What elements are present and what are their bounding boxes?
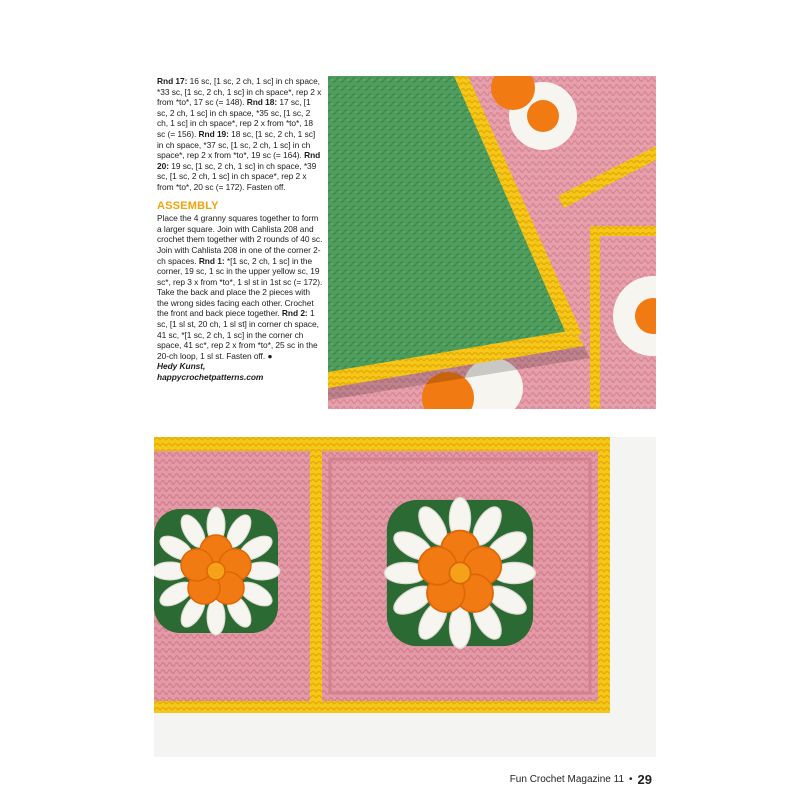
rnd17-label: Rnd 17: — [157, 76, 188, 86]
granny-squares-photo — [154, 437, 656, 757]
rounds-paragraph — [157, 76, 323, 193]
assembly-paragraph — [157, 213, 323, 361]
end-mark: ● — [267, 350, 273, 361]
rnd19-label: Rnd 19: — [198, 128, 229, 139]
rnd18-text: 17 sc, [1 sc, 2 ch, 1 sc] in ch space, *35 sc, [1 sc, 2 ch, 1 sc] in ch space*, rep 2 x from *to*, 18 sc (= 156). — [157, 97, 314, 139]
author-credit: Hedy Kunst, — [157, 361, 206, 372]
assembly-rnd2-label: Rnd 2: — [281, 308, 308, 319]
magazine-title: Fun Crochet Magazine 11 — [509, 774, 625, 785]
page-number: 29 — [637, 772, 652, 787]
rnd17-text: 16 sc, [1 sc, 2 ch, 1 sc] in ch space, *33 sc, [1 sc, 2 ch, 1 sc] in ch space*, rep 2 x from *to*, 17 sc (= 148). — [157, 76, 322, 108]
pattern-text-column — [157, 76, 323, 383]
author-website: happycrochetpatterns.com — [157, 372, 264, 383]
rnd18-label: Rnd 18: — [246, 97, 278, 108]
assembly-heading: ASSEMBLY — [157, 199, 219, 212]
assembly-text-b: *[1 sc, 2 ch, 1 sc] in the corner, 19 sc, 1 sc in the upper yellow sc, 19 sc*, rep 3 x from *to*, 1 sl st in 1st sc (= 172). Take the back and place the 2 pieces with the wrong sides facing each other. Crochet the front and back piece together. — [157, 255, 323, 319]
footer-bullet: • — [629, 774, 633, 785]
assembly-rnd1-label: Rnd 1: — [198, 255, 225, 266]
assembly-text-c: 1 sc, [1 sl st, 20 ch, 1 sl st] in corner ch space, 41 sc, *[1 sc, 2 ch, 1 sc] in the corner ch space, 41 sc*, rep 2 x from *to*, 25 sc in the 20-ch loop, 1 sl st. Fasten off. — [157, 308, 319, 361]
rnd20-text: 19 sc, [1 sc, 2 ch, 1 sc] in ch space, *39 sc, [1 sc, 2 ch, 1 sc] in ch space*, rep 2 x from *to*, 20 sc (= 172). Fasten off. — [157, 160, 317, 192]
page-footer — [510, 772, 652, 787]
assembly-text-a: Place the 4 granny squares together to form a larger square. Join with Cahlista 208 and crochet them together with 2 rounds of 40 sc. Join with Cahlista 208 in one of the corner 2-ch spaces. — [157, 213, 323, 266]
rnd19-text: 18 sc, [1 sc, 2 ch, 1 sc] in ch space, *37 sc, [1 sc, 2 ch, 1 sc] in ch space*, rep 2 x from *to*, 19 sc (= 164). — [157, 128, 316, 161]
crochet-bag-detail-photo — [328, 76, 656, 409]
rnd20-label: Rnd 20: — [157, 150, 321, 171]
